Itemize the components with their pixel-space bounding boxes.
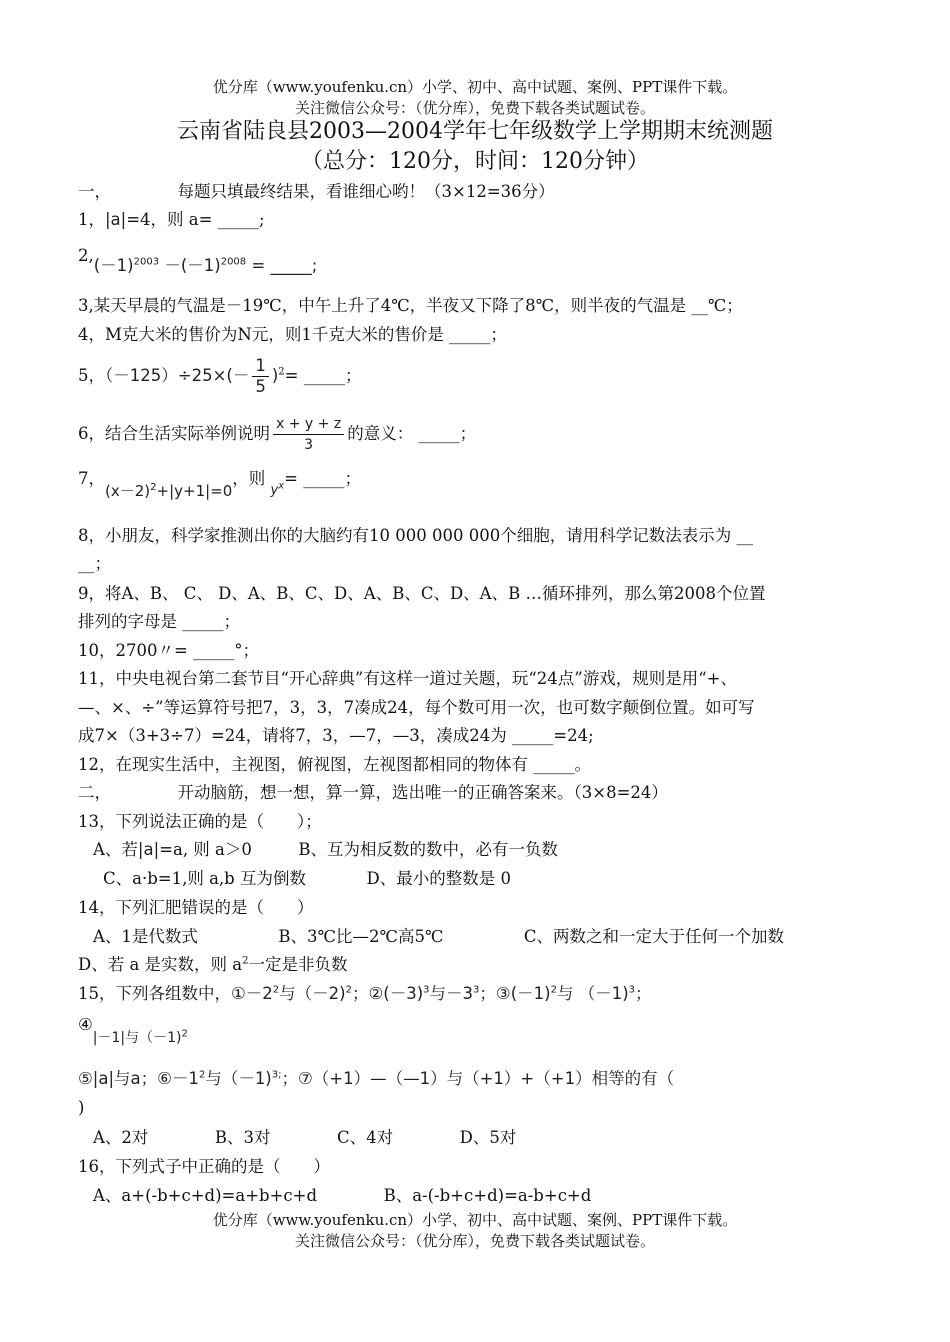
question-13-stem: 13，下列说法正确的是（ ）； [78,812,322,831]
q6-answer: 的意义： _____； [347,424,477,443]
question-15-line-3 [78,1068,880,1090]
q16-option-b: B、a-(-b+c+d)=a-b+c+d [383,1186,592,1205]
q1-text: =4，则 a= _____; [126,210,265,229]
q15-pair-3: ；$③(-1)^2$与 （－1)$^3$； [479,984,652,1003]
page-title: 云南省陆良县2003—2004学年七年级数学上学期期末统测题 [177,119,773,144]
page-subtitle: （总分：120分，时间：120分钟） [301,149,649,174]
q5-number: 5， [78,366,105,385]
q15-pair-7: ；⑦（+1）—（—1）与（+1）+（+1）相等的有（ [281,1069,675,1088]
section-1-number: 一， [78,182,111,201]
q6-fraction: $\frac{x + y + z}{3}$ [273,414,344,455]
q15-pair-2: ；$②(-3)^3$与$-3^3$ [351,984,480,1003]
header-line-1: 优分库（www.youfenku.cn）小学、初中、高中试题、案例、PPT课件下载。 [212,78,738,96]
question-12: 12，在现实生活中，主视图，俯视图，左视图都相同的物体有 _____。 [78,755,591,774]
q5-answer: = _____； [284,366,362,385]
section-1-instructions: 每题只填最终结果，看谁细心哟！（3×12=36分） [177,182,555,201]
q5-expression: （－125）÷25×(－ [105,366,250,385]
q13-option-d: D、最小的整数是 0 [366,869,511,888]
section-1-heading [78,181,880,203]
q16-option-a: A、a+(-b+c+d)=a+b+c+d [93,1186,318,1205]
question-14-option-d: D、若 a 是实数，则 $a^2$一定是非负数 [78,955,348,974]
section-2-heading [78,782,880,804]
section-2-number: 二， [78,783,111,802]
q1-abs-value: |a| [105,210,127,229]
question-11-line-2: —、×、÷”等运算符号把7，3，3，7凑成24，每个数可用一次，也可数字颠倒位置。如可写 [78,698,755,717]
q14-option-b: B、3℃比—2℃高5℃ [278,927,444,946]
question-16-stem: 16，下列式子中正确的是（ ） [78,1157,330,1176]
section-2-instructions: 开动脑筋，想一想，算一算，选出唯一的正确答案来。（3×8=24） [177,783,668,802]
question-2 [78,245,880,275]
q5-fraction: $\frac{1}{5}$ [252,356,269,397]
question-7 [78,468,880,500]
question-1 [78,209,880,231]
q2-number: 2, [78,246,94,265]
question-6 [78,412,880,456]
question-16-options [93,1185,880,1207]
question-8-line-1: 8，小朋友，科学家推测出你的大脑约有10 000 000 000个细胞，请用科学记数法表示为 __ [78,526,753,545]
question-13-options-cd [103,868,880,890]
footer-line-1: 优分库（www.youfenku.cn）小学、初中、高中试题、案例、PPT课件下载。 [212,1211,738,1229]
q1-number: 1， [78,210,105,229]
q7-number: 7， [78,469,105,488]
q15-option-c: C、4对 [337,1128,394,1147]
q15-pair-1: $①-2^2$与（－2)$^2$ [231,984,352,1003]
q2-expression: $(-1)^{2003} -(-1)^{2008}$ = _____; [93,256,318,275]
question-11-line-1: 11，中央电视台第二套节目“开心辞典”有这样一道过关题，玩“24点”游戏，规则是用“+、 [78,669,737,688]
q7-answer: = _____； [284,469,361,488]
q13-option-c: C、a·b=1,则 a,b 互为倒数 [103,869,306,888]
q13-option-b: B、互为相反数的数中，必有一负数 [298,840,559,859]
q6-text: 6，结合生活实际举例说明 [78,424,270,443]
header-line-2: 关注微信公众号：（优分库），免费下载各类试题试卷。 [294,99,655,117]
q13-option-a: A、若|a|=a, 则 a＞0 [93,840,252,859]
q15-pair-5-6: ⑤|a|与a；$⑥-1^2$与（－1)$^{3;}$ [78,1069,282,1088]
question-15-close: ) [78,1098,85,1117]
question-4: 4，M克大米的售价为N元，则1千克大米的售价是 _____； [78,325,507,344]
q15-option-b: B、3对 [214,1128,271,1147]
question-8-line-2: __； [78,554,111,573]
question-5: 5，（－125）÷25×(－ $\frac{1}{5}$ )$^2$= _____； [78,356,362,396]
question-13-options-ab [93,839,880,861]
q7-then: ，则 [232,469,266,488]
question-15-options [93,1127,880,1149]
question-11-line-3: 成7×（3+3÷7）=24，请将7，3，—7，—3，凑成24为 _____=24; [78,726,594,745]
question-14-options-abc [93,926,880,948]
q14-option-a: A、1是代数式 [93,927,198,946]
question-14-stem: 14，下列汇肥错误的是（ ） [78,898,314,917]
q15-option-a: A、2对 [93,1128,149,1147]
q14-option-c: C、两数之和一定大于任何一个加数 [523,927,785,946]
question-9-line-1: 9，将A、B、 C、 D、A、B、C、D、A、B、C、D、A、B …循环排列，那么第2008个位置 [78,584,766,603]
q7-y-power-x: yx [270,480,285,498]
question-10: 10，2700〃= _____°； [78,641,260,660]
question-9-line-2: 排列的字母是 _____； [78,612,240,631]
footer-line-2: 关注微信公众号：（优分库），免费下载各类试题试卷。 [294,1232,655,1250]
q7-expression: $(x-2)^2+|y+1|=0$ [105,482,233,500]
question-15-line-2: $④_{|-1|与(-1)^2}$ [78,1015,188,1046]
question-15-line-1: 15，下列各组数中，$①-2^2$与（－2)$^2$；$②(-3)^3$与$-3^3$；$③(-1)^2$与 （－1)$^3$； [78,984,652,1003]
q15-option-d: D、5对 [459,1128,517,1147]
question-3: 3,某天早晨的气温是－19℃，中午上升了4℃，半夜又下降了8℃，则半夜的气温是 __℃； [78,296,743,315]
q15-pair-4: |－1|与（－1)2 [92,1028,188,1046]
